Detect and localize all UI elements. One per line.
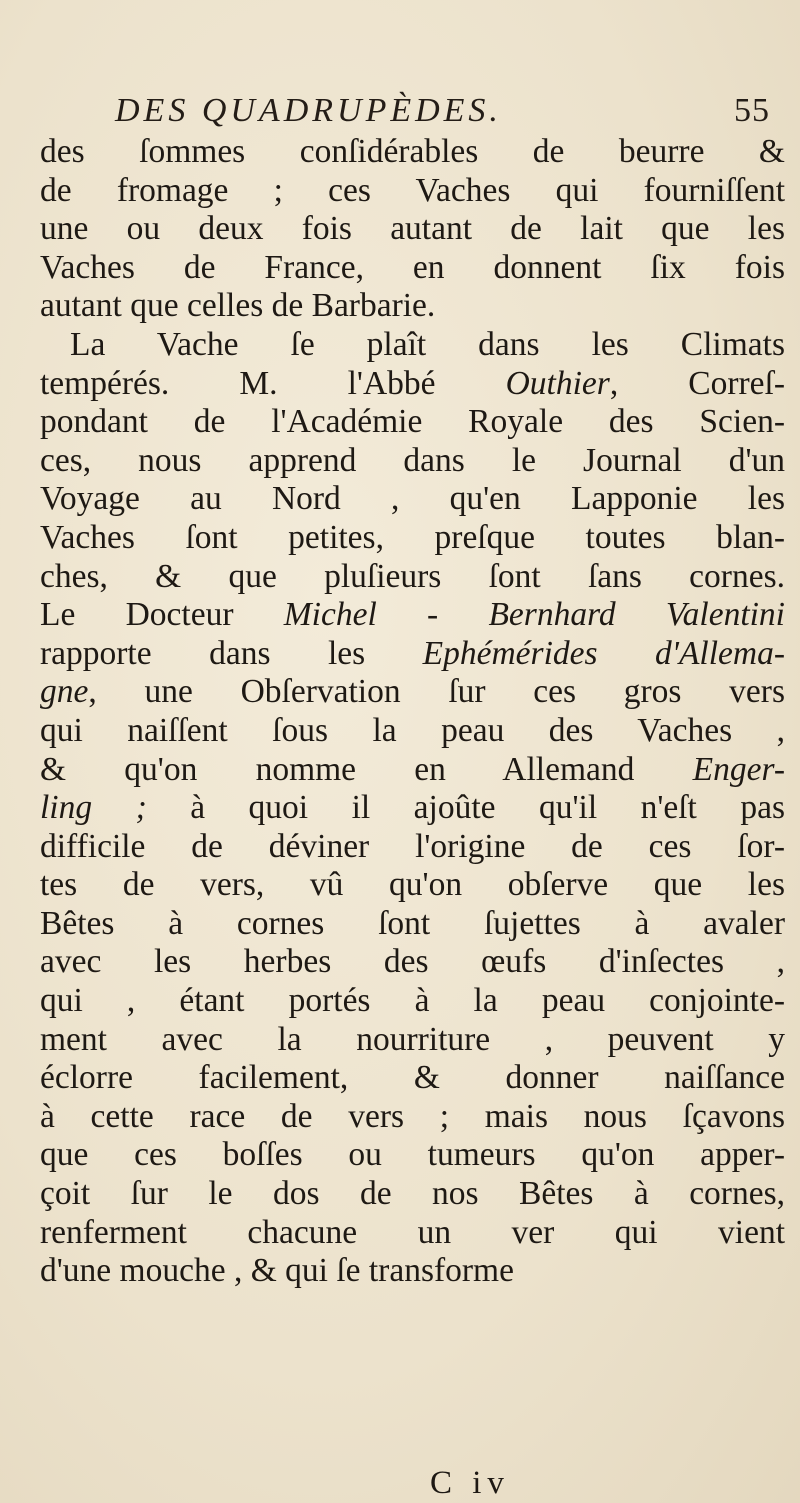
body-text (40, 133, 785, 1291)
text-span: renferment chacune un ver qui vient (40, 1213, 785, 1251)
text-span: éclorre facilement, & donner naiſſance (40, 1059, 785, 1097)
italic-text: Enger- (692, 750, 785, 788)
text-line (40, 326, 785, 365)
italic-text: gne (40, 673, 89, 711)
text-line (40, 249, 785, 288)
text-line (40, 519, 785, 558)
text-line (40, 751, 785, 790)
text-span: avec les herbes des œufs d'inſectes , (40, 943, 785, 981)
text-line (40, 982, 785, 1021)
text-span: autant que celles de Barbarie. (40, 287, 436, 325)
text-line (40, 1214, 785, 1253)
text-line (40, 943, 785, 982)
text-line (40, 365, 785, 404)
text-line (40, 789, 785, 828)
text-span: Vaches de France, en donnent ſix fois (40, 248, 785, 286)
text-line (40, 673, 785, 712)
text-span: ment avec la nourriture , peuvent y (40, 1020, 785, 1058)
text-line (40, 403, 785, 442)
text-span: La Vache ſe plaît dans les Climats (70, 325, 785, 363)
italic-text: ling ; (40, 789, 147, 827)
text-line (40, 712, 785, 751)
text-line (40, 596, 785, 635)
page-header (115, 92, 770, 132)
page-number: 55 (734, 92, 770, 129)
text-span: qui , étant portés à la peau conjointe- (40, 982, 785, 1020)
text-span: une ou deux fois autant de lait que les (40, 210, 785, 248)
text-span: à cette race de vers ; mais nous ſçavons (40, 1097, 785, 1135)
text-line (40, 133, 785, 172)
running-title: DES QUADRUPÈDES. (115, 92, 502, 129)
text-line (40, 635, 785, 674)
text-span: , Correſ- (609, 364, 785, 402)
text-line (40, 866, 785, 905)
text-span: ches, & que pluſieurs ſont ſans cornes. (40, 557, 785, 595)
italic-text: Michel - Bernhard Valentini (283, 596, 785, 634)
text-line (40, 1136, 785, 1175)
text-span: tes de vers, vû qu'on obſerve que les (40, 866, 785, 904)
text-span: de fromage ; ces Vaches qui fourniſſent (40, 171, 785, 209)
text-line (40, 1252, 785, 1291)
text-span: ces, nous apprend dans le Journal d'un (40, 441, 785, 479)
italic-text: Outhier (505, 364, 610, 402)
text-span: çoit ſur le dos de nos Bêtes à cornes, (40, 1175, 785, 1213)
text-span: Vaches ſont petites, preſque toutes blan- (40, 518, 785, 556)
text-span: des ſommes conſidérables de beurre & (40, 133, 785, 170)
text-span: difficile de déviner l'origine de ces ſor- (40, 827, 785, 865)
text-span: qui naiſſent ſous la peau des Vaches , (40, 711, 785, 749)
text-line (40, 442, 785, 481)
text-line (40, 210, 785, 249)
text-line (40, 1021, 785, 1060)
text-span: & qu'on nomme en Allemand (40, 750, 693, 788)
text-span: d'une mouche , & qui ſe transforme (40, 1252, 514, 1290)
text-span: , une Obſervation ſur ces gros vers (88, 673, 785, 711)
text-line (40, 480, 785, 519)
text-line (40, 1059, 785, 1098)
text-span: tempérés. M. l'Abbé (40, 364, 506, 402)
text-span: que ces boſſes ou tumeurs qu'on apper- (40, 1136, 785, 1174)
text-line (40, 172, 785, 211)
text-line (40, 1098, 785, 1137)
text-span: Bêtes à cornes ſont ſujettes à avaler (40, 904, 785, 942)
signature-mark: C iv (430, 1465, 510, 1501)
text-span: pondant de l'Académie Royale des Scien- (40, 403, 785, 441)
text-line (40, 558, 785, 597)
text-line (40, 828, 785, 867)
text-span: Voyage au Nord , qu'en Lapponie les (40, 480, 785, 518)
text-line (40, 1175, 785, 1214)
text-span: Le Docteur (40, 596, 284, 634)
text-span: rapporte dans les (40, 634, 423, 672)
text-line (40, 905, 785, 944)
italic-text: Ephémérides d'Allema- (422, 634, 785, 672)
text-span: à quoi il ajoûte qu'il n'eſt pas (146, 789, 785, 827)
text-line (40, 287, 785, 326)
